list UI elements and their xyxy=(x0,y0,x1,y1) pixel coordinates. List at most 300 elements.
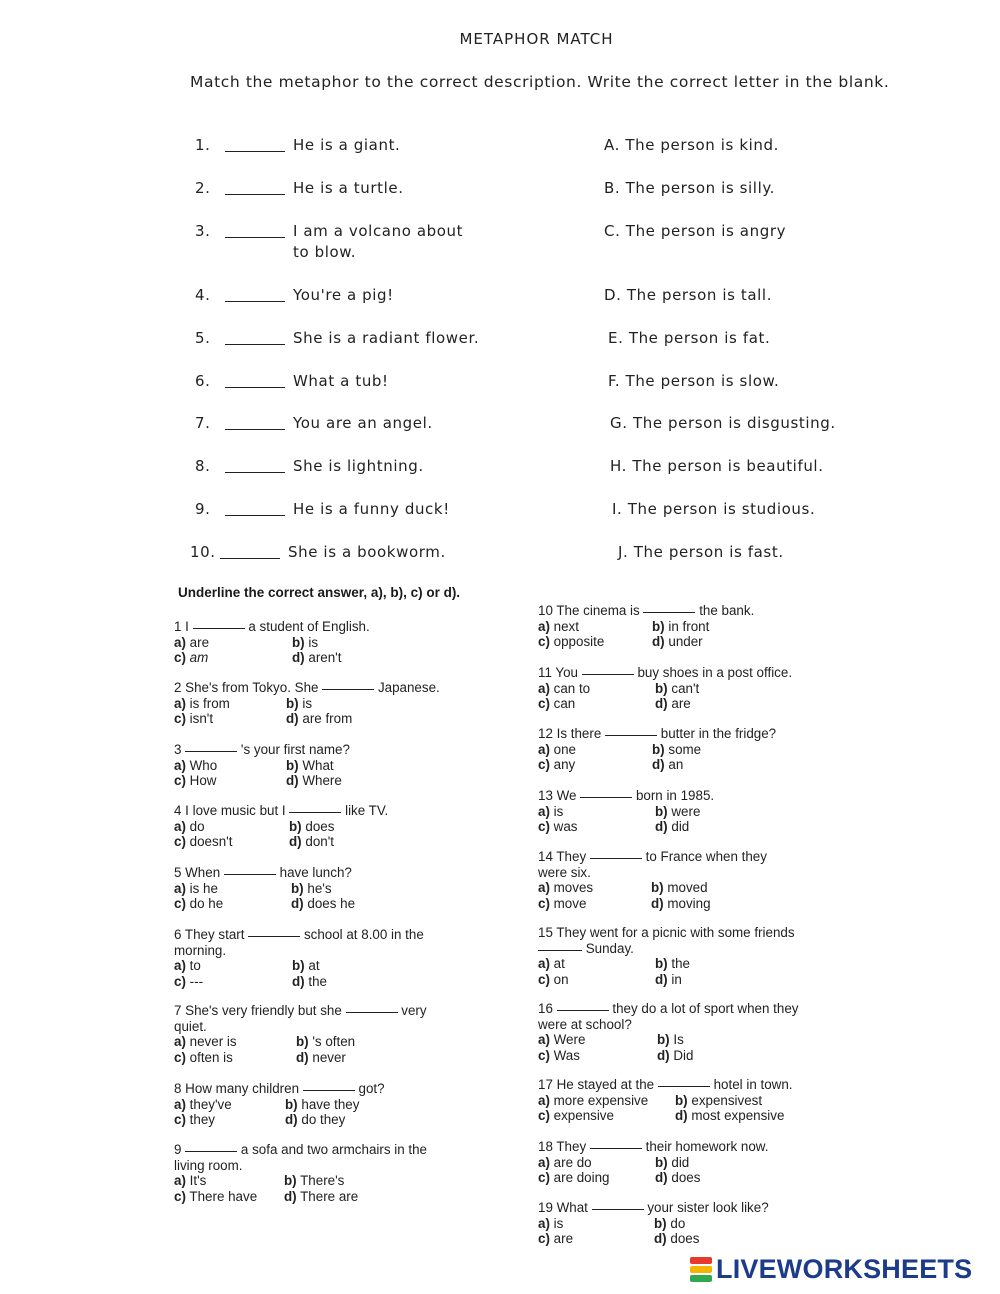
option-label: d) xyxy=(285,1112,298,1127)
question-text: 11 You xyxy=(538,665,578,680)
option-text: did xyxy=(671,1154,690,1170)
option-d[interactable] xyxy=(286,711,352,727)
description-item: J. The person is fast. xyxy=(618,543,784,561)
option-a[interactable] xyxy=(538,880,593,896)
gap-blank xyxy=(582,674,634,675)
question-text: 5 When xyxy=(174,865,221,880)
option-text: move xyxy=(553,895,587,911)
option-a[interactable] xyxy=(538,681,590,697)
option-c[interactable] xyxy=(174,1189,257,1205)
option-text: do xyxy=(189,818,205,834)
question-stem xyxy=(174,1003,427,1019)
option-c[interactable] xyxy=(538,896,586,912)
option-d[interactable] xyxy=(286,773,342,789)
option-b[interactable] xyxy=(296,1034,355,1050)
option-d[interactable] xyxy=(655,1170,700,1186)
question-stem-continued: were at school? xyxy=(538,1016,632,1032)
option-label: d) xyxy=(657,1047,670,1063)
option-label: a) xyxy=(174,1173,186,1188)
question-text: Japanese. xyxy=(377,680,440,695)
logo-stripe xyxy=(690,1275,712,1282)
option-d[interactable] xyxy=(675,1108,784,1124)
option-text: Were xyxy=(553,1032,586,1047)
gap-blank xyxy=(248,936,300,937)
option-text: did xyxy=(671,819,690,834)
metaphor-text: She is lightning. xyxy=(293,457,424,475)
option-d[interactable] xyxy=(655,696,691,712)
metaphor-number: 1. xyxy=(195,136,211,154)
option-b[interactable] xyxy=(292,958,320,974)
option-label: a) xyxy=(538,618,550,634)
question-text: have lunch? xyxy=(279,865,352,880)
option-c[interactable] xyxy=(174,1050,233,1066)
option-b[interactable] xyxy=(284,1173,344,1189)
metaphor-item xyxy=(195,221,463,263)
option-text: at xyxy=(308,958,320,973)
question-item xyxy=(174,1142,427,1204)
option-c[interactable] xyxy=(538,696,575,712)
option-text: is xyxy=(302,695,313,711)
option-label: a) xyxy=(174,958,186,973)
option-label: c) xyxy=(538,696,550,711)
option-a[interactable] xyxy=(174,696,230,712)
question-item xyxy=(538,849,767,911)
question-item xyxy=(538,925,795,987)
answer-blank[interactable] xyxy=(225,429,285,430)
option-a[interactable] xyxy=(174,1034,237,1050)
option-label: d) xyxy=(652,757,665,772)
page-title: METAPHOR MATCH xyxy=(459,30,614,48)
metaphor-item xyxy=(195,328,479,349)
metaphor-number: 9. xyxy=(195,500,211,518)
option-b[interactable] xyxy=(285,1097,359,1113)
option-c[interactable] xyxy=(538,1170,610,1186)
option-c[interactable] xyxy=(174,773,216,789)
question-item xyxy=(538,603,754,650)
option-text: is xyxy=(308,634,319,650)
answer-blank[interactable] xyxy=(220,558,280,559)
option-b[interactable] xyxy=(652,619,709,635)
option-a[interactable] xyxy=(174,1173,206,1189)
liveworksheets-logo xyxy=(690,1254,972,1284)
question-stem-continued xyxy=(538,941,795,957)
question-item xyxy=(538,1200,769,1247)
metaphor-item xyxy=(195,371,389,392)
option-label: a) xyxy=(538,680,550,696)
question-stem-continued: were six. xyxy=(538,864,591,880)
option-text: an xyxy=(668,757,684,772)
question-stem xyxy=(174,1081,385,1097)
gap-blank xyxy=(346,1012,398,1013)
question-stem xyxy=(174,927,424,943)
option-text: Was xyxy=(553,1047,580,1063)
option-text: is from xyxy=(189,695,230,711)
question-text: they do a lot of sport when they xyxy=(612,1001,799,1016)
question-text: got? xyxy=(358,1081,385,1096)
answer-blank[interactable] xyxy=(225,151,285,152)
option-label: a) xyxy=(174,880,186,896)
gap-blank xyxy=(322,689,374,690)
question-text: very xyxy=(401,1003,427,1018)
question-text: school at 8.00 in the xyxy=(303,927,424,942)
option-d[interactable] xyxy=(292,974,327,990)
metaphor-text: He is a funny duck! xyxy=(293,500,450,518)
logo-stripe xyxy=(690,1257,712,1264)
question-stem xyxy=(538,1001,798,1017)
option-c[interactable] xyxy=(538,1048,580,1064)
option-label: b) xyxy=(675,1092,688,1108)
option-label: d) xyxy=(655,1170,668,1185)
option-a[interactable] xyxy=(538,1032,585,1048)
logo-stripe xyxy=(690,1266,712,1273)
option-label: b) xyxy=(651,880,664,895)
gap-blank xyxy=(185,751,237,752)
option-a[interactable] xyxy=(174,1097,232,1113)
option-b[interactable] xyxy=(655,804,700,820)
option-c[interactable] xyxy=(538,819,577,835)
question-text: like TV. xyxy=(345,803,389,818)
question-item xyxy=(174,865,356,912)
option-b[interactable] xyxy=(286,758,334,774)
metaphor-item xyxy=(195,285,394,306)
question-stem xyxy=(174,619,370,635)
option-label: d) xyxy=(284,1188,297,1204)
option-b[interactable] xyxy=(286,696,312,712)
option-label: c) xyxy=(174,1049,186,1065)
option-text: do xyxy=(670,1215,686,1231)
question-text: 3 xyxy=(174,742,182,757)
gap-blank xyxy=(224,874,276,875)
question-item xyxy=(174,1081,385,1128)
option-b[interactable] xyxy=(291,881,332,897)
option-text: does xyxy=(305,818,335,834)
option-a[interactable] xyxy=(538,619,579,635)
option-text: 's often xyxy=(312,1034,356,1049)
option-d[interactable] xyxy=(657,1048,693,1064)
option-label: c) xyxy=(174,711,186,726)
option-text: Is xyxy=(673,1032,684,1047)
option-text: moves xyxy=(553,880,594,895)
metaphor-number: 7. xyxy=(195,414,211,432)
question-text: born in 1985. xyxy=(635,788,715,803)
question-text: 2 She's from Tokyo. She xyxy=(174,680,319,695)
metaphor-number: 2. xyxy=(195,179,211,197)
question-stem xyxy=(538,665,792,681)
option-label: c) xyxy=(174,896,186,911)
option-text: are xyxy=(553,1231,574,1246)
option-label: b) xyxy=(655,1154,668,1170)
option-label: c) xyxy=(538,895,550,911)
question-text: a student of English. xyxy=(248,619,370,634)
option-b[interactable] xyxy=(655,1155,689,1171)
question-item xyxy=(174,927,424,989)
option-c[interactable] xyxy=(538,757,575,773)
option-label: c) xyxy=(538,1047,550,1063)
option-c[interactable] xyxy=(538,972,569,988)
option-text: are from xyxy=(302,711,353,726)
option-label: b) xyxy=(652,741,665,757)
option-text: There are xyxy=(300,1188,359,1204)
option-label: d) xyxy=(292,973,305,989)
option-c[interactable] xyxy=(174,896,223,912)
question-text: Sunday. xyxy=(585,940,634,956)
option-text: to xyxy=(189,958,201,973)
option-text: does he xyxy=(307,896,356,911)
option-a[interactable] xyxy=(538,1155,592,1171)
option-b[interactable] xyxy=(655,681,699,697)
question-text: the bank. xyxy=(699,603,755,618)
option-text: do they xyxy=(301,1112,346,1127)
question-stem xyxy=(538,925,795,941)
option-c[interactable] xyxy=(174,974,203,990)
option-label: d) xyxy=(654,1231,667,1246)
option-label: b) xyxy=(292,634,305,650)
option-text: is he xyxy=(189,880,218,896)
gap-blank xyxy=(643,612,695,613)
description-item: A. The person is kind. xyxy=(604,136,779,154)
question-text: 19 What xyxy=(538,1200,588,1215)
option-d[interactable] xyxy=(655,819,689,835)
option-text: does xyxy=(670,1231,700,1246)
description-item: H. The person is beautiful. xyxy=(610,457,824,475)
metaphor-item xyxy=(195,413,433,434)
option-text: are do xyxy=(553,1154,592,1170)
option-text: It's xyxy=(189,1173,207,1188)
answer-blank[interactable] xyxy=(225,387,285,388)
question-stem xyxy=(174,680,440,696)
option-b[interactable] xyxy=(655,956,690,972)
answer-blank[interactable] xyxy=(225,472,285,473)
option-text: any xyxy=(553,757,576,772)
question-text: 13 We xyxy=(538,788,577,803)
option-label: d) xyxy=(655,971,668,987)
question-item xyxy=(538,1139,768,1186)
answer-blank[interactable] xyxy=(225,515,285,516)
option-text: in front xyxy=(668,618,710,634)
option-d[interactable] xyxy=(291,896,355,912)
option-label: a) xyxy=(538,803,550,819)
option-b[interactable] xyxy=(675,1093,762,1109)
option-label: b) xyxy=(655,803,668,819)
option-d[interactable] xyxy=(651,896,711,912)
option-text: in xyxy=(671,971,682,987)
option-label: a) xyxy=(538,1215,550,1231)
option-b[interactable] xyxy=(657,1032,684,1048)
gap-blank xyxy=(303,1090,355,1091)
option-a[interactable] xyxy=(538,804,563,820)
instructions: Match the metaphor to the correct description. Write the correct letter in the blank. xyxy=(190,73,890,91)
option-a[interactable] xyxy=(174,958,201,974)
option-a[interactable] xyxy=(174,819,205,835)
metaphor-number: 6. xyxy=(195,372,211,390)
option-label: b) xyxy=(285,1096,298,1112)
gap-blank xyxy=(289,812,341,813)
option-text: is xyxy=(553,1215,564,1231)
option-text: they xyxy=(189,1112,215,1127)
question-item xyxy=(538,665,792,712)
question-text: 4 I love music but I xyxy=(174,803,286,818)
option-b[interactable] xyxy=(654,1216,685,1232)
option-label: b) xyxy=(286,757,299,773)
metaphor-number: 4. xyxy=(195,286,211,304)
option-a[interactable] xyxy=(538,1093,648,1109)
question-text: butter in the fridge? xyxy=(660,726,777,741)
option-d[interactable] xyxy=(285,1112,345,1128)
question-item xyxy=(174,619,370,666)
option-label: d) xyxy=(292,650,305,665)
option-text: have they xyxy=(301,1096,360,1112)
description-item: C. The person is angry xyxy=(604,222,787,240)
metaphor-item xyxy=(195,178,404,199)
option-text: some xyxy=(668,741,702,757)
question-item xyxy=(538,788,714,835)
metaphor-text: You are an angel. xyxy=(293,414,433,432)
option-text: the xyxy=(308,973,327,989)
option-c[interactable] xyxy=(174,711,213,727)
option-label: d) xyxy=(675,1108,688,1123)
metaphor-text: What a tub! xyxy=(293,372,389,390)
option-d[interactable] xyxy=(655,972,682,988)
question-text: 1 I xyxy=(174,619,189,634)
question-text: 15 They went for a picnic with some friends xyxy=(538,925,795,940)
option-label: d) xyxy=(652,634,665,649)
option-c[interactable] xyxy=(174,834,232,850)
option-label: b) xyxy=(286,695,299,711)
option-a[interactable] xyxy=(538,742,576,758)
option-d[interactable] xyxy=(284,1189,358,1205)
question-item xyxy=(174,803,388,850)
metaphor-item xyxy=(190,542,446,563)
option-text: aren't xyxy=(308,650,342,665)
option-a[interactable] xyxy=(174,635,209,651)
gap-blank xyxy=(193,628,245,629)
option-text: on xyxy=(553,971,569,987)
question-stem-continued: living room. xyxy=(174,1157,243,1173)
option-b[interactable] xyxy=(651,880,708,896)
option-d[interactable] xyxy=(652,757,683,773)
option-text: they've xyxy=(189,1096,232,1112)
option-b[interactable] xyxy=(292,635,318,651)
option-d[interactable] xyxy=(289,834,334,850)
answer-blank[interactable] xyxy=(225,237,285,238)
answer-blank[interactable] xyxy=(225,301,285,302)
question-text: 6 They start xyxy=(174,927,245,942)
option-b[interactable] xyxy=(289,819,334,835)
option-label: a) xyxy=(174,1096,186,1112)
description-item: E. The person is fat. xyxy=(608,329,771,347)
question-text: 12 Is there xyxy=(538,726,602,741)
section2-title: Underline the correct answer, a), b), c) or d). xyxy=(178,585,461,600)
option-d[interactable] xyxy=(652,634,703,650)
question-stem xyxy=(538,603,754,619)
option-text: one xyxy=(553,741,576,757)
option-d[interactable] xyxy=(654,1231,699,1247)
question-text: 16 xyxy=(538,1001,553,1016)
option-label: a) xyxy=(538,1032,550,1047)
option-label: d) xyxy=(286,711,299,726)
option-a[interactable] xyxy=(174,881,218,897)
option-label: b) xyxy=(655,680,668,696)
option-c[interactable] xyxy=(538,1108,614,1124)
metaphor-text: You're a pig! xyxy=(293,286,394,304)
question-item xyxy=(538,1077,793,1124)
option-label: a) xyxy=(174,695,186,711)
option-text: moving xyxy=(667,895,711,911)
gap-blank xyxy=(592,1209,644,1210)
metaphor-text: She is a radiant flower. xyxy=(293,329,480,347)
option-label: a) xyxy=(174,1034,186,1049)
gap-blank xyxy=(580,797,632,798)
question-text: to France when they xyxy=(645,849,767,864)
option-label: b) xyxy=(289,818,302,834)
question-stem xyxy=(538,1139,768,1155)
description-item: I. The person is studious. xyxy=(612,500,816,518)
option-text: are xyxy=(671,696,691,711)
metaphor-number: 8. xyxy=(195,457,211,475)
option-text: was xyxy=(553,819,578,834)
option-d[interactable] xyxy=(292,650,341,666)
option-c[interactable] xyxy=(538,1231,573,1247)
option-text: Who xyxy=(189,757,218,773)
option-text: is xyxy=(553,803,564,819)
question-text: 14 They xyxy=(538,849,587,864)
metaphor-text: He is a turtle. xyxy=(293,179,404,197)
option-label: d) xyxy=(296,1049,309,1065)
question-stem xyxy=(174,742,350,758)
option-a[interactable] xyxy=(538,956,565,972)
question-text: 17 He stayed at the xyxy=(538,1077,655,1092)
metaphor-number: 10. xyxy=(190,543,216,561)
option-a[interactable] xyxy=(174,758,217,774)
option-label: c) xyxy=(174,650,186,665)
description-item: B. The person is silly. xyxy=(604,179,776,197)
option-label: c) xyxy=(538,1170,550,1185)
option-label: b) xyxy=(296,1034,309,1049)
question-item xyxy=(174,742,350,789)
option-text: moved xyxy=(667,880,708,895)
question-text: buy shoes in a post office. xyxy=(637,665,793,680)
question-stem xyxy=(538,1200,769,1216)
question-text: 8 How many children xyxy=(174,1081,300,1096)
answer-blank[interactable] xyxy=(225,194,285,195)
option-label: a) xyxy=(538,1154,550,1170)
question-stem xyxy=(174,803,388,819)
question-stem xyxy=(538,726,776,742)
metaphor-text: He is a giant. xyxy=(293,136,401,154)
gap-blank xyxy=(185,1151,237,1152)
answer-blank[interactable] xyxy=(225,344,285,345)
option-a[interactable] xyxy=(538,1216,563,1232)
option-text: --- xyxy=(189,973,204,989)
question-stem xyxy=(538,1077,793,1093)
question-stem-continued: morning. xyxy=(174,942,227,958)
option-label: d) xyxy=(651,895,664,911)
option-text: don't xyxy=(305,834,334,849)
metaphor-number: 3. xyxy=(195,222,211,240)
option-label: a) xyxy=(174,634,186,650)
option-c[interactable] xyxy=(538,634,604,650)
question-text: your sister look like? xyxy=(647,1200,769,1215)
option-c[interactable] xyxy=(174,650,208,666)
option-b[interactable] xyxy=(652,742,701,758)
option-label: b) xyxy=(657,1032,670,1047)
option-label: b) xyxy=(652,618,665,634)
option-d[interactable] xyxy=(296,1050,346,1066)
question-text: 7 She's very friendly but she xyxy=(174,1003,342,1018)
question-stem xyxy=(538,788,714,804)
option-text: do he xyxy=(189,896,224,911)
option-c[interactable] xyxy=(174,1112,215,1128)
